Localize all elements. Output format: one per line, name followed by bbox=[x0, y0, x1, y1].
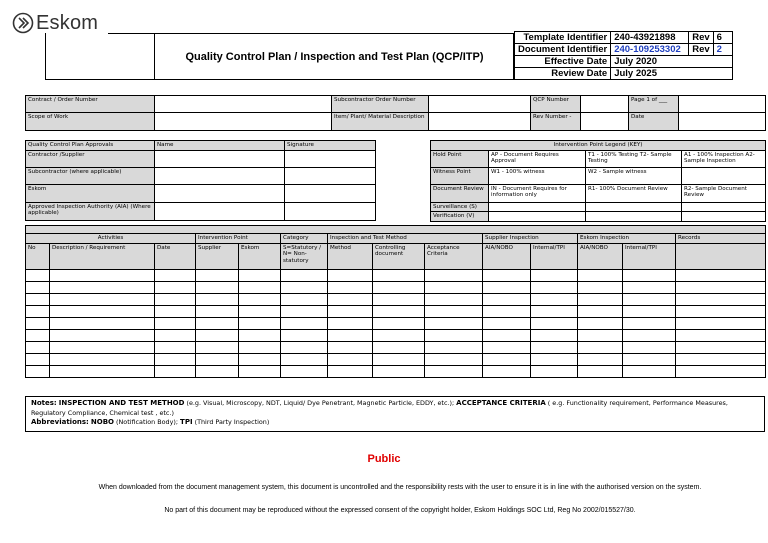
disclaimer-uncontrolled: When downloaded from the document management system, this document is uncontrolled and the responsibility rests with the user to ensure it is in line with the authorised version on the system. bbox=[98, 484, 702, 491]
activity-cell[interactable] bbox=[196, 329, 239, 341]
activity-cell[interactable] bbox=[578, 353, 623, 365]
activity-cell[interactable] bbox=[623, 353, 676, 365]
activity-cell[interactable] bbox=[373, 305, 425, 317]
activity-cell[interactable] bbox=[483, 317, 531, 329]
eskom-logo-icon bbox=[12, 12, 34, 34]
contract-info-table bbox=[25, 95, 766, 131]
activity-cell[interactable] bbox=[623, 269, 676, 281]
activity-cell[interactable] bbox=[623, 365, 676, 377]
header-logo-cell bbox=[45, 33, 155, 80]
item-description-label: Item/ Plant/ Material Description bbox=[332, 113, 429, 131]
review-date-label: Review Date bbox=[515, 68, 611, 80]
col-eskom: Eskom bbox=[239, 243, 281, 269]
activity-cell[interactable] bbox=[483, 269, 531, 281]
activity-cell[interactable] bbox=[425, 305, 483, 317]
activity-cell[interactable] bbox=[531, 341, 578, 353]
activity-cell[interactable] bbox=[483, 305, 531, 317]
activity-cell[interactable] bbox=[578, 269, 623, 281]
activity-cell[interactable] bbox=[26, 305, 50, 317]
activities-table bbox=[25, 225, 766, 378]
activity-cell[interactable] bbox=[281, 341, 328, 353]
notes-method-label: INSPECTION AND TEST METHOD bbox=[58, 399, 185, 407]
notes-acceptance-label: ACCEPTANCE CRITERIA bbox=[456, 399, 546, 407]
activity-cell[interactable] bbox=[373, 269, 425, 281]
activity-cell[interactable] bbox=[196, 317, 239, 329]
activity-cell[interactable] bbox=[483, 341, 531, 353]
col-description: Description / Requirement bbox=[50, 243, 155, 269]
activity-cell[interactable] bbox=[623, 341, 676, 353]
activity-cell[interactable] bbox=[281, 365, 328, 377]
activity-cell[interactable] bbox=[155, 281, 196, 293]
document-review-in: IN - Document Requires for information only bbox=[489, 184, 586, 202]
col-acceptance-criteria: Acceptance Criteria bbox=[425, 243, 483, 269]
col-date: Date bbox=[155, 243, 196, 269]
group-records: Records bbox=[676, 234, 766, 244]
col-records bbox=[676, 243, 766, 269]
activity-cell[interactable] bbox=[578, 293, 623, 305]
activity-cell[interactable] bbox=[50, 341, 155, 353]
approval-contractor-name[interactable] bbox=[155, 150, 285, 167]
col-method: Method bbox=[328, 243, 373, 269]
activity-cell[interactable] bbox=[578, 281, 623, 293]
activity-cell[interactable] bbox=[26, 353, 50, 365]
activity-cell[interactable] bbox=[328, 329, 373, 341]
activity-cell[interactable] bbox=[196, 281, 239, 293]
witness-point-w1: W1 - 100% witness bbox=[489, 167, 586, 184]
activity-cell[interactable] bbox=[578, 365, 623, 377]
activity-cell[interactable] bbox=[50, 305, 155, 317]
activity-cell[interactable] bbox=[50, 365, 155, 377]
activity-cell[interactable] bbox=[281, 329, 328, 341]
activity-cell[interactable] bbox=[578, 341, 623, 353]
activity-cell[interactable] bbox=[239, 269, 281, 281]
activity-cell[interactable] bbox=[483, 329, 531, 341]
approval-subcontractor-signature[interactable] bbox=[285, 167, 376, 184]
activity-cell[interactable] bbox=[155, 341, 196, 353]
activity-cell[interactable] bbox=[531, 329, 578, 341]
table-row bbox=[26, 317, 766, 329]
activity-cell[interactable] bbox=[328, 281, 373, 293]
surveillance-field bbox=[489, 202, 586, 212]
document-review-r1: R1- 100% Document Review bbox=[586, 184, 682, 202]
activity-cell[interactable] bbox=[26, 341, 50, 353]
notes-label: Notes: bbox=[31, 399, 57, 407]
activity-cell[interactable] bbox=[239, 365, 281, 377]
activity-cell[interactable] bbox=[328, 317, 373, 329]
activity-cell[interactable] bbox=[50, 353, 155, 365]
activity-cell[interactable] bbox=[328, 293, 373, 305]
activity-cell[interactable] bbox=[196, 269, 239, 281]
table-row bbox=[26, 353, 766, 365]
hold-point-testing: T1 - 100% Testing T2- Sample Testing bbox=[586, 150, 682, 167]
date-field[interactable] bbox=[679, 113, 766, 131]
col-eskom-aia-nobo: AIA/NOBO bbox=[578, 243, 623, 269]
activity-cell[interactable] bbox=[623, 317, 676, 329]
activity-cell[interactable] bbox=[239, 305, 281, 317]
nobo-label: NOBO bbox=[90, 418, 114, 426]
template-rev: 6 bbox=[713, 32, 732, 44]
subcontractor-order-number-field[interactable] bbox=[429, 96, 531, 113]
document-identifier-label: Document Identifier bbox=[515, 44, 611, 56]
table-row bbox=[26, 341, 766, 353]
activity-cell[interactable] bbox=[196, 341, 239, 353]
activity-cell[interactable] bbox=[155, 269, 196, 281]
approval-eskom-signature[interactable] bbox=[285, 184, 376, 202]
activity-cell[interactable] bbox=[239, 341, 281, 353]
activity-cell[interactable] bbox=[425, 353, 483, 365]
activity-cell[interactable] bbox=[676, 293, 766, 305]
approval-subcontractor-label: Subcontractor (where applicable) bbox=[26, 167, 155, 184]
activity-cell[interactable] bbox=[676, 281, 766, 293]
activity-cell[interactable] bbox=[328, 269, 373, 281]
activity-cell[interactable] bbox=[623, 305, 676, 317]
subcontractor-order-number-label: Subcontractor Order Number bbox=[332, 96, 429, 113]
activity-cell[interactable] bbox=[328, 341, 373, 353]
table-row bbox=[26, 365, 766, 377]
item-description-field[interactable] bbox=[429, 113, 531, 131]
activity-cell[interactable] bbox=[26, 293, 50, 305]
activity-cell[interactable] bbox=[26, 365, 50, 377]
activity-cell[interactable] bbox=[196, 305, 239, 317]
activity-cell[interactable] bbox=[239, 317, 281, 329]
verification-field-2 bbox=[586, 212, 682, 222]
approvals-table bbox=[25, 140, 376, 221]
activity-cell[interactable] bbox=[623, 329, 676, 341]
document-identifier: 240-109253302 bbox=[611, 44, 689, 56]
activity-cell[interactable] bbox=[373, 341, 425, 353]
activity-cell[interactable] bbox=[531, 269, 578, 281]
activity-cell[interactable] bbox=[373, 281, 425, 293]
activity-cell[interactable] bbox=[578, 329, 623, 341]
document-rev-label: Rev bbox=[689, 44, 713, 56]
effective-date: July 2020 bbox=[611, 56, 732, 68]
activity-cell[interactable] bbox=[26, 317, 50, 329]
activity-cell[interactable] bbox=[26, 281, 50, 293]
col-controlling-document: Controlling document bbox=[373, 243, 425, 269]
activity-cell[interactable] bbox=[676, 341, 766, 353]
activity-cell[interactable] bbox=[483, 281, 531, 293]
verification-field bbox=[489, 212, 586, 222]
disclaimer-copyright: No part of this document may be reproduced without the expressed consent of the copyright holder, Eskom Holdings SOC Ltd, Reg No 2002/015527/30. bbox=[164, 507, 636, 514]
activity-rows bbox=[26, 269, 766, 377]
activity-cell[interactable] bbox=[373, 329, 425, 341]
activity-cell[interactable] bbox=[328, 365, 373, 377]
activity-cell[interactable] bbox=[50, 317, 155, 329]
document-meta-table bbox=[514, 31, 733, 80]
activity-cell[interactable] bbox=[155, 293, 196, 305]
tpi-text: (Third Party Inspection) bbox=[192, 418, 270, 426]
activity-cell[interactable] bbox=[281, 305, 328, 317]
intervention-legend-table bbox=[430, 140, 766, 222]
activity-cell[interactable] bbox=[50, 269, 155, 281]
activity-cell[interactable] bbox=[239, 353, 281, 365]
table-row bbox=[26, 305, 766, 317]
activity-cell[interactable] bbox=[50, 281, 155, 293]
col-no: No bbox=[26, 243, 50, 269]
approval-eskom-label: Eskom bbox=[26, 184, 155, 202]
activity-cell[interactable] bbox=[676, 317, 766, 329]
activity-cell[interactable] bbox=[281, 317, 328, 329]
col-supplier-internal-tpi: Internal/TPI bbox=[531, 243, 578, 269]
activity-cell[interactable] bbox=[155, 317, 196, 329]
activity-cell[interactable] bbox=[26, 329, 50, 341]
approval-contractor-signature[interactable] bbox=[285, 150, 376, 167]
activity-cell[interactable] bbox=[239, 329, 281, 341]
col-supplier: Supplier bbox=[196, 243, 239, 269]
contract-order-number-label: Contract / Order Number bbox=[26, 96, 155, 113]
page-of-label: Page 1 of ___ bbox=[629, 96, 679, 113]
activity-cell[interactable] bbox=[531, 293, 578, 305]
approval-contractor-label: Contractor /Supplier bbox=[26, 150, 155, 167]
group-intervention-point: Intervention Point bbox=[196, 234, 281, 244]
activity-cell[interactable] bbox=[373, 365, 425, 377]
group-activities: Activities bbox=[26, 234, 196, 244]
activity-cell[interactable] bbox=[531, 305, 578, 317]
notes-box bbox=[25, 396, 765, 432]
nobo-text: (Notification Body); bbox=[114, 418, 181, 426]
activity-cell[interactable] bbox=[26, 269, 50, 281]
template-rev-label: Rev bbox=[689, 32, 713, 44]
approval-aia-name[interactable] bbox=[155, 202, 285, 220]
document-title: Quality Control Plan / Inspection and Test Plan (QCP/ITP) bbox=[185, 50, 484, 63]
activity-cell[interactable] bbox=[155, 365, 196, 377]
col-eskom-internal-tpi: Internal/TPI bbox=[623, 243, 676, 269]
rev-number-label: Rev Number - bbox=[531, 113, 581, 131]
table-row bbox=[26, 293, 766, 305]
activity-cell[interactable] bbox=[676, 305, 766, 317]
approval-aia-label: Approved Inspection Authority (AIA) (Where applicable) bbox=[26, 202, 155, 220]
table-row bbox=[26, 281, 766, 293]
activity-cell[interactable] bbox=[676, 365, 766, 377]
hold-point-inspection: A1 - 100% Inspection A2- Sample Inspection bbox=[682, 150, 766, 167]
approvals-signature-header: Signature bbox=[285, 141, 376, 151]
document-review-r2: R2- Sample Document Review bbox=[682, 184, 766, 202]
notes-acceptance-text: ( e.g. Functionality requirement, Performance Measures, Regulatory Compliance, Chemical test , etc.) bbox=[31, 399, 728, 417]
activity-cell[interactable] bbox=[50, 329, 155, 341]
verification-field-3 bbox=[682, 212, 766, 222]
approvals-name-header: Name bbox=[155, 141, 285, 151]
approval-eskom-name[interactable] bbox=[155, 184, 285, 202]
approval-subcontractor-name[interactable] bbox=[155, 167, 285, 184]
activity-cell[interactable] bbox=[676, 269, 766, 281]
activity-cell[interactable] bbox=[425, 365, 483, 377]
document-rev: 2 bbox=[713, 44, 732, 56]
activity-cell[interactable] bbox=[281, 269, 328, 281]
template-identifier: 240-43921898 bbox=[611, 32, 689, 44]
activity-cell[interactable] bbox=[281, 353, 328, 365]
activity-cell[interactable] bbox=[425, 317, 483, 329]
activity-cell[interactable] bbox=[281, 293, 328, 305]
activity-cell[interactable] bbox=[578, 317, 623, 329]
activity-cell[interactable] bbox=[373, 353, 425, 365]
activity-cell[interactable] bbox=[531, 317, 578, 329]
activity-cell[interactable] bbox=[425, 329, 483, 341]
activity-cell[interactable] bbox=[155, 353, 196, 365]
template-identifier-label: Template Identifier bbox=[515, 32, 611, 44]
surveillance-field-3 bbox=[682, 202, 766, 212]
activity-cell[interactable] bbox=[483, 353, 531, 365]
activity-cell[interactable] bbox=[623, 281, 676, 293]
activity-cell[interactable] bbox=[531, 365, 578, 377]
activity-cell[interactable] bbox=[425, 269, 483, 281]
group-category: Category bbox=[281, 234, 328, 244]
document-review-label: Document Review bbox=[431, 184, 489, 202]
scope-of-work-label: Scope of Work bbox=[26, 113, 155, 131]
scope-of-work-field[interactable] bbox=[155, 113, 332, 131]
activity-cell[interactable] bbox=[425, 293, 483, 305]
activity-cell[interactable] bbox=[155, 329, 196, 341]
group-supplier-inspection: Supplier Inspection bbox=[483, 234, 578, 244]
activity-cell[interactable] bbox=[196, 353, 239, 365]
effective-date-label: Effective Date bbox=[515, 56, 611, 68]
witness-point-label: Witness Point bbox=[431, 167, 489, 184]
contract-order-number-field[interactable] bbox=[155, 96, 332, 113]
activity-cell[interactable] bbox=[239, 281, 281, 293]
activity-cell[interactable] bbox=[676, 353, 766, 365]
col-supplier-aia-nobo: AIA/NOBO bbox=[483, 243, 531, 269]
brand-name: Eskom bbox=[36, 11, 99, 34]
activity-cell[interactable] bbox=[578, 305, 623, 317]
page-field[interactable] bbox=[679, 96, 766, 113]
activity-cell[interactable] bbox=[328, 305, 373, 317]
activity-cell[interactable] bbox=[676, 329, 766, 341]
activity-cell[interactable] bbox=[328, 353, 373, 365]
col-category: S=Statutory / N= Non-statutory bbox=[281, 243, 328, 269]
date-label: Date bbox=[629, 113, 679, 131]
hold-point-label: Hold Point bbox=[431, 150, 489, 167]
approvals-header: Quality Control Plan Approvals bbox=[26, 141, 155, 151]
verification-label: Verification (V) bbox=[431, 212, 489, 222]
table-row bbox=[26, 269, 766, 281]
activity-cell[interactable] bbox=[196, 365, 239, 377]
activity-cell[interactable] bbox=[483, 293, 531, 305]
group-inspection-method: Inspection and Test Method bbox=[328, 234, 483, 244]
rev-number-field[interactable] bbox=[581, 113, 629, 131]
activity-cell[interactable] bbox=[425, 281, 483, 293]
abbreviations-label: Abbreviations: bbox=[31, 418, 89, 426]
group-eskom-inspection: Eskom Inspection bbox=[578, 234, 676, 244]
hold-point-ap: AP - Document Requires Approval bbox=[489, 150, 586, 167]
legend-title: Intervention Point Legend (KEY) bbox=[431, 141, 766, 151]
activity-cell[interactable] bbox=[483, 365, 531, 377]
activity-cell[interactable] bbox=[531, 281, 578, 293]
activity-cell[interactable] bbox=[425, 341, 483, 353]
qcp-number-label: QCP Number bbox=[531, 96, 581, 113]
notes-method-text: (e.g. Visual, Microscopy, NDT, Liquid/ Dye Penetrant, Magnetic Particle, EDDY, etc.); bbox=[184, 399, 457, 407]
activity-cell[interactable] bbox=[196, 293, 239, 305]
activity-cell[interactable] bbox=[281, 281, 328, 293]
tpi-label: TPI bbox=[180, 418, 193, 426]
activity-cell[interactable] bbox=[373, 293, 425, 305]
activity-cell[interactable] bbox=[531, 353, 578, 365]
activities-spacer-row bbox=[26, 226, 766, 234]
review-date: July 2025 bbox=[611, 68, 732, 80]
surveillance-label: Surveillance (S) bbox=[431, 202, 489, 212]
activity-cell[interactable] bbox=[239, 293, 281, 305]
qcp-number-field[interactable] bbox=[581, 96, 629, 113]
approval-aia-signature[interactable] bbox=[285, 202, 376, 220]
activity-cell[interactable] bbox=[373, 317, 425, 329]
table-row bbox=[26, 329, 766, 341]
activity-cell[interactable] bbox=[623, 293, 676, 305]
witness-point-empty bbox=[682, 167, 766, 184]
surveillance-field-2 bbox=[586, 202, 682, 212]
classification-label: Public bbox=[367, 453, 401, 465]
activity-cell[interactable] bbox=[50, 293, 155, 305]
witness-point-w2: W2 - Sample witness bbox=[586, 167, 682, 184]
activity-cell[interactable] bbox=[155, 305, 196, 317]
